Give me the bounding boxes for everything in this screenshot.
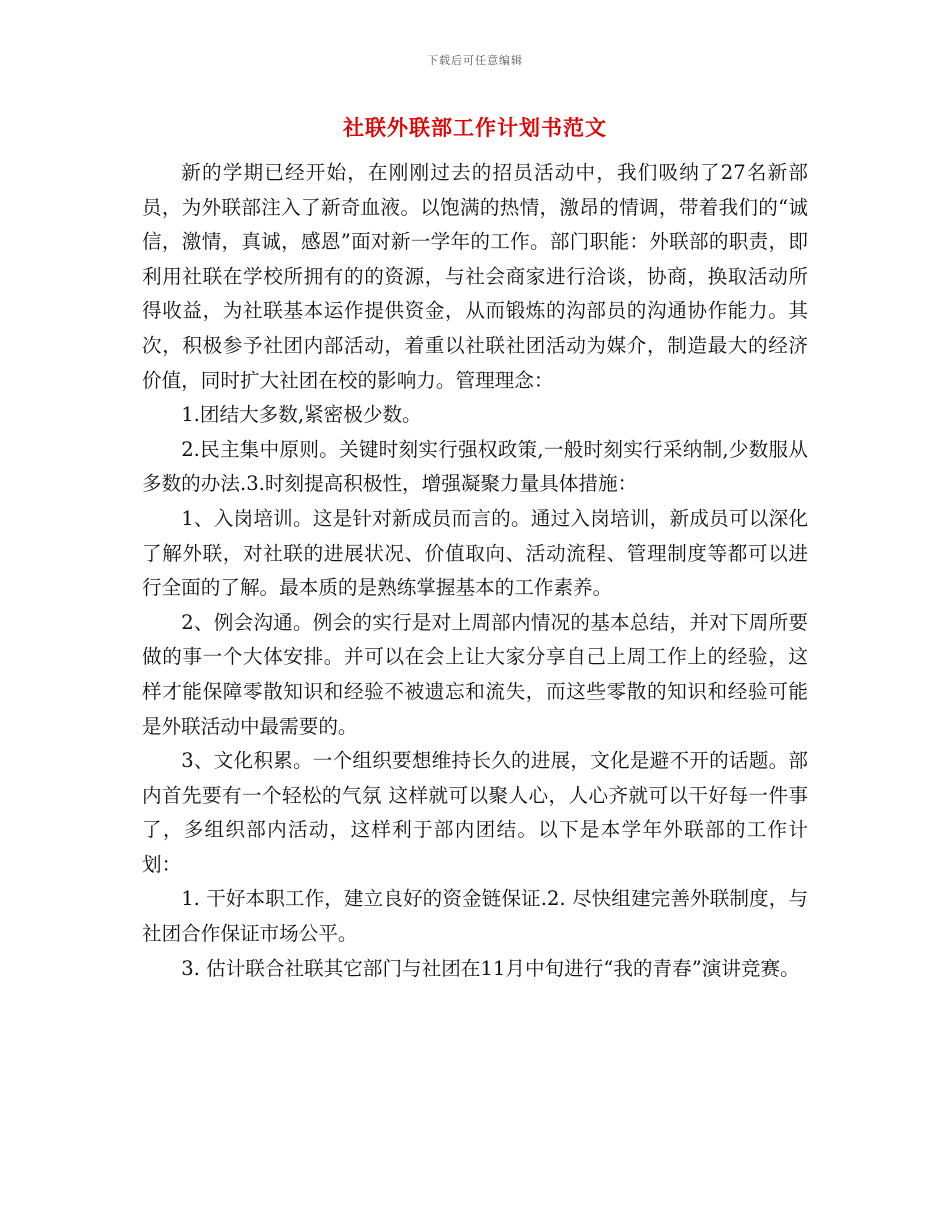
paragraph: 2.民主集中原则。关键时刻实行强权政策,一般时刻实行采纳制,少数服从多数的办法.3.时刻提高积极性，增强凝聚力量具体措施： bbox=[142, 437, 808, 496]
paragraph: 新的学期已经开始，在刚刚过去的招员活动中，我们吸纳了27名新部员，为外联部注入了新奇血液。以饱满的热情，激昂的情调，带着我们的“诚信，激情，真诚，感恩”面对新一学年的工作。部门职能：外联部的职责，即利用社联在学校所拥有的的资源，与社会商家进行洽谈，协商，换取活动所得收益，为社联基本运作提供资金，从而锻炼的沟部员的沟通协作能力。其次，积极参予社团内部活动，着重以社联社团活动为媒介，制造最大的经济价值，同时扩大社团在校的影响力。管理理念： bbox=[142, 161, 808, 392]
paragraph: 1. 干好本职工作，建立良好的资金链保证.2. 尽快组建完善外联制度，与社团合作保证市场公平。 bbox=[142, 887, 808, 946]
paragraph: 3、文化积累。一个组织要想维持长久的进展，文化是避不开的话题。部内首先要有一个轻松的气氛 这样就可以聚人心，人心齐就可以干好每一件事了，多组织部内活动，这样利于部内团结。以下是本学年外联部的工作计划： bbox=[142, 749, 808, 876]
document-title: 社联外联部工作计划书范文 bbox=[343, 115, 607, 140]
header-note: 下载后可任意编辑 bbox=[427, 54, 523, 67]
document-body bbox=[142, 156, 808, 986]
paragraph: 1、入岗培训。这是针对新成员而言的。通过入岗培训，新成员可以深化了解外联，对社联的进展状况、价值取向、活动流程、管理制度等都可以进行全面的了解。最本质的是熟练掌握基本的工作素养。 bbox=[142, 506, 808, 600]
paragraph: 3. 估计联合社联其它部门与社团在11月中旬进行“我的青春”演讲竞赛。 bbox=[181, 956, 800, 980]
paragraph: 1.团结大多数,紧密极少数。 bbox=[181, 403, 422, 427]
paragraph: 2、例会沟通。例会的实行是对上周部内情况的基本总结，并对下周所要做的事一个大体安排。并可以在会上让大家分享自己上周工作上的经验，这样才能保障零散知识和经验不被遗忘和流失，而这些零散的知识和经验可能是外联活动中最需要的。 bbox=[142, 610, 808, 738]
